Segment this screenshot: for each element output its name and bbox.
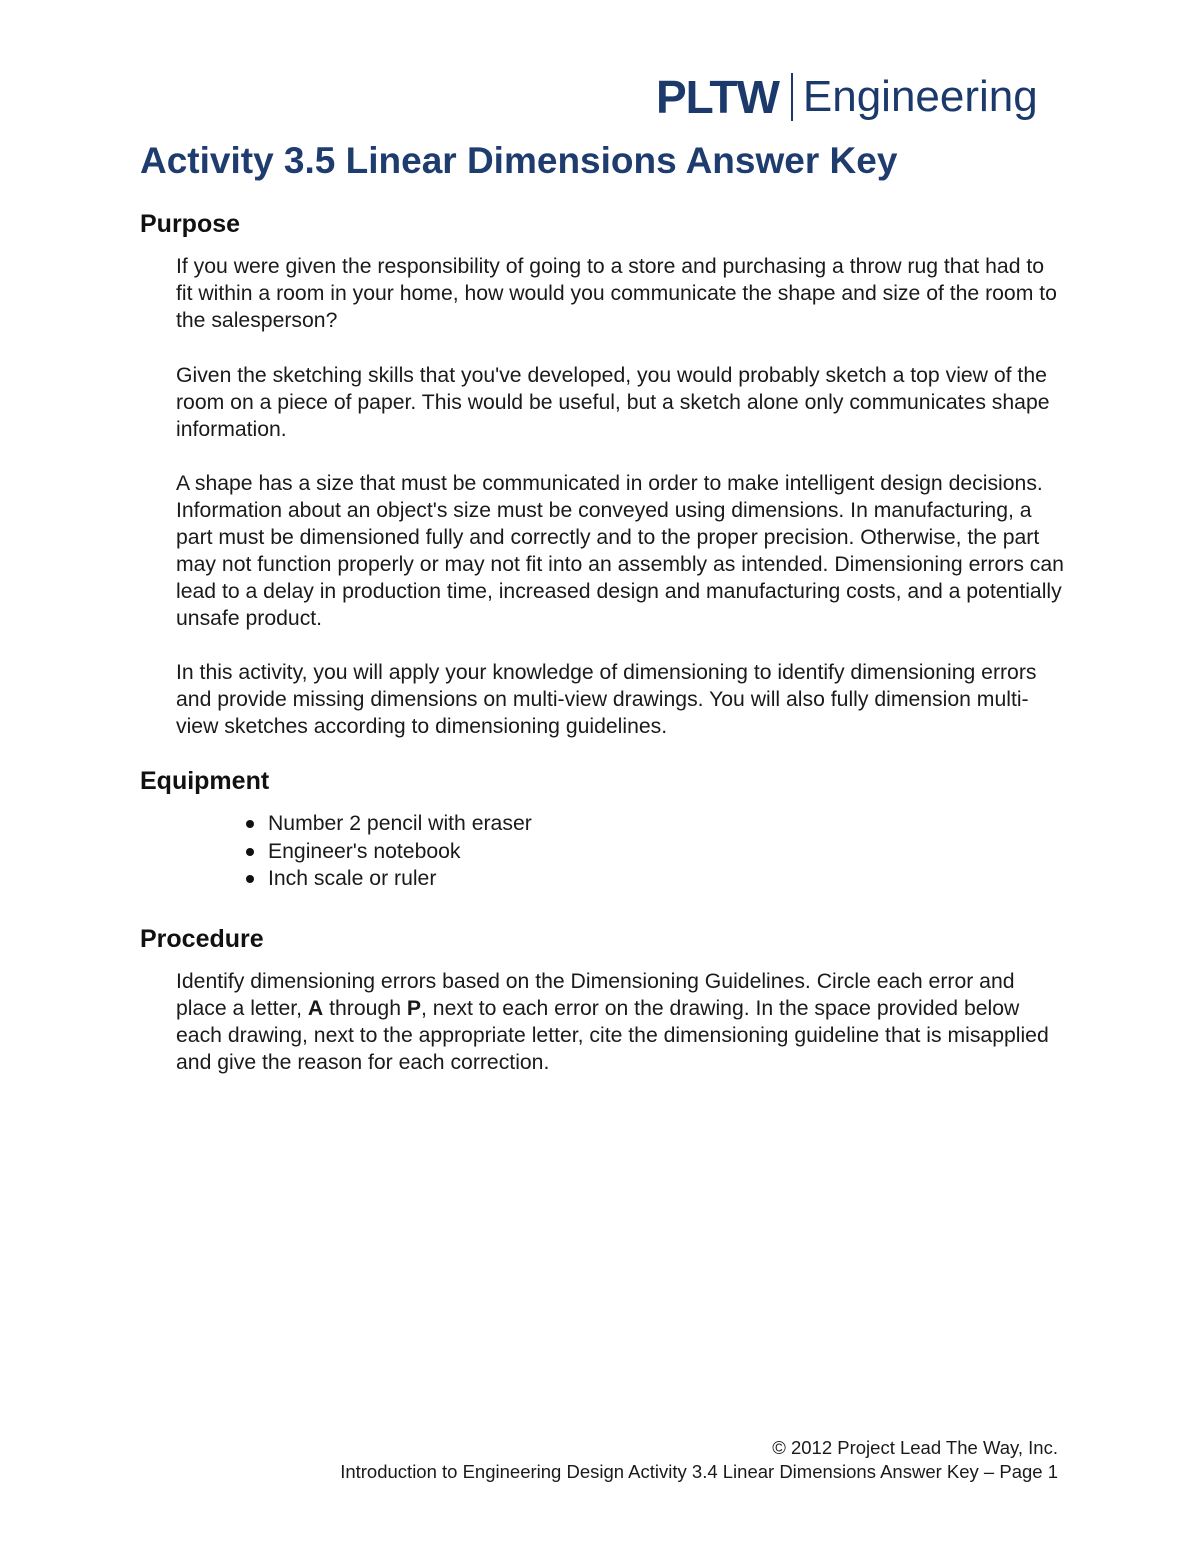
footer-course-line: Introduction to Engineering Design Activity 3.4 Linear Dimensions Answer Key – Page 1 <box>340 1461 1058 1482</box>
bullet-icon <box>246 820 254 828</box>
purpose-paragraph-1: If you were given the responsibility of going to a store and purchasing a throw rug that had to fit within a room in your home, how would you communicate the shape and size of the room to the salesperson? <box>176 255 1057 332</box>
procedure-text-2: through <box>323 997 407 1020</box>
procedure-heading: Procedure <box>140 925 264 953</box>
purpose-heading: Purpose <box>140 210 241 238</box>
list-item <box>244 865 532 893</box>
equipment-heading: Equipment <box>140 767 270 795</box>
list-item <box>244 838 532 866</box>
purpose-paragraph-4: In this activity, you will apply your knowledge of dimensioning to identify dimensioning errors and provide missing dimensions on multi-view drawings. You will also fully dimension multi-view sketches according to dimensioning guidelines. <box>176 661 1037 738</box>
procedure-text-3: , next to each error on the drawing. In the space provided below each drawing, next to the appropriate letter, cite the dimensioning guideline that is misapplied and give the reason for each correction. <box>176 997 1049 1074</box>
purpose-paragraph-2: Given the sketching skills that you've developed, you would probably sketch a top view of the room on a piece of paper. This would be useful, but a sketch alone only communicates shape information. <box>176 364 1050 441</box>
bullet-icon <box>246 848 254 856</box>
bullet-icon <box>246 875 254 883</box>
procedure-text-1: Identify dimensioning errors based on the Dimensioning Guidelines. Circle each error and place a letter, <box>176 970 1015 1020</box>
list-item <box>244 810 532 838</box>
logo-divider <box>791 73 793 121</box>
equipment-item-pencil: Number 2 pencil with eraser <box>268 812 532 835</box>
equipment-item-scale: Inch scale or ruler <box>268 867 437 890</box>
logo-mark: PLTW <box>656 71 779 123</box>
letter-a: A <box>307 997 324 1020</box>
equipment-list <box>244 810 532 893</box>
equipment-item-notebook: Engineer's notebook <box>268 839 461 863</box>
letter-p: P <box>406 997 422 1020</box>
purpose-paragraph-3: A shape has a size that must be communicated in order to make intelligent design decisions. Information about an object's size must be conveyed using dimensions. In manufacturing, a part must be dimensioned fully and correctly and to the proper precision. Otherwise, the part may not function properly or may not fit into an assembly as intended. Dimensioning errors can lead to a delay in production time, increased design and manufacturing costs, and a potentially unsafe product. <box>176 472 1064 630</box>
page-title: Activity 3.5 Linear Dimensions Answer Key <box>140 140 898 181</box>
logo-word: Engineering <box>802 72 1038 121</box>
procedure-paragraph <box>176 968 1066 1076</box>
footer-copyright: © 2012 Project Lead The Way, Inc. <box>772 1437 1058 1458</box>
pltw-engineering-logo <box>656 70 1038 124</box>
